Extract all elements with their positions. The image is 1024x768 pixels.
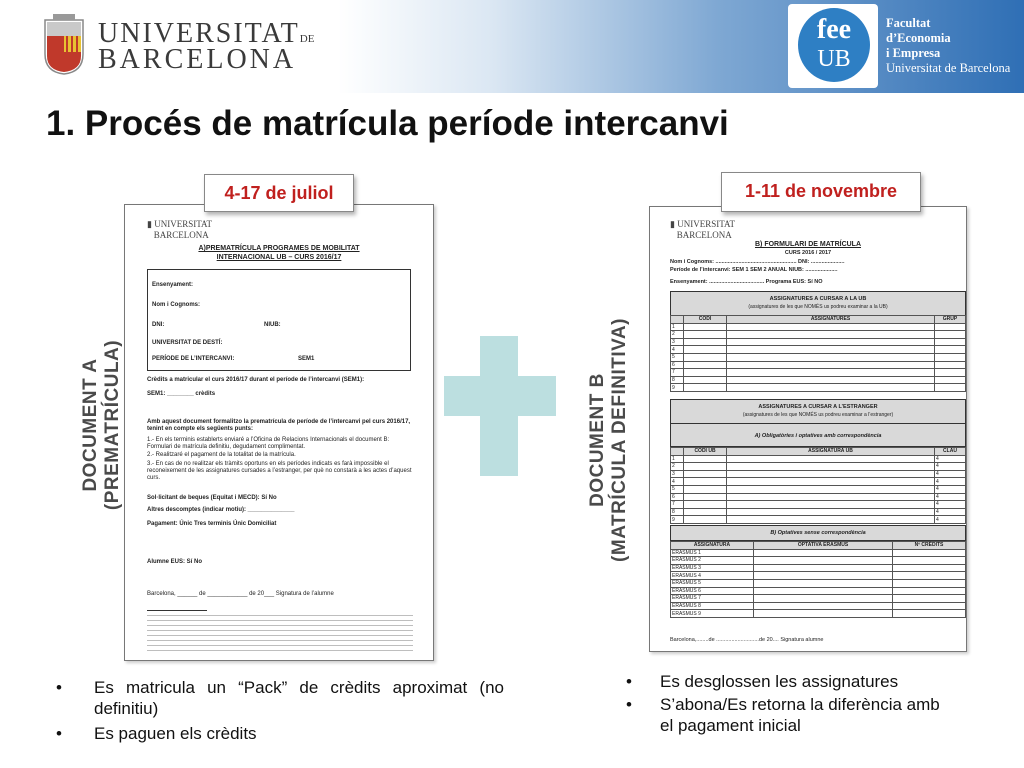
bullet-icon: • xyxy=(626,672,632,691)
erasmus-optional-table: ASSIGNATURA OPTATIVA ERASMUS Nº CRÈDITS ERASMUS 1 ERASMUS 2 ERASMUS 3 ERASMUS 4 ERASMUS 5 ERASMUS 6 ERASMUS 7 ERASMUS 8 ERASMUS 9 xyxy=(670,541,966,618)
document-b-label: DOCUMENT B (MATRÍCULA DEFINITIVA) xyxy=(587,318,630,562)
list-item: • Es desglossen les assignatures xyxy=(626,672,899,691)
plus-icon-bar xyxy=(444,376,556,416)
list-item: • S’abona/Es retorna la diferència amb el pagament inicial xyxy=(626,695,940,735)
bullet-icon: • xyxy=(626,695,632,714)
ub-mini-logo: ▮ UNIVERSITAT BARCELONA xyxy=(670,219,735,240)
document-b-thumbnail: ▮ UNIVERSITAT BARCELONA B) FORMULARI DE MATRÍCULA CURS 2016 / 2017 Nom i Cognoms: ..................................................... DNI: ...................... Període de l’intercanvi: SEM 1 SEM 2 ANUAL NIUB: ..................... Ensenyament: .................................... Programa EUS: Sí NO ASSIGNATURES A CURSAR A LA UB (assignatures de les que NOMÉS us podreu examinar a la UB) CODI ASSIGNATURES GRUP 1 2 3 4 5 6 7 8 9 ASSIGNATURES A CURSAR A L’ESTRANGER (assignatures de les que NOMÉS us podreu examinar a l’estranger) A) Obligatòries i optatives amb correspondència CODI UB ASSIGNATURA UB CLAU 1 4 2 4 3 4 4 4 5 4 6 4 7 4 8 4 9 4 B) Optatives sense correspondència ASSIGNATURA OPTATIVA ERASMUS Nº CRÈDITS ERASMUS 1 ERASMUS 2 ERASMUS 3 ERASMUS 4 ERASMUS 5 ERASMUS 6 ERASMUS 7 ERASMUS 8 ERASMUS 9 Barcelona,........de ............................de 20.... Signatura alumne xyxy=(649,206,967,652)
page-title: 1. Procés de matrícula període intercanvi xyxy=(46,104,729,143)
bullet-icon: • xyxy=(56,724,62,743)
bullet-icon: • xyxy=(56,678,62,697)
date-badge-july: 4-17 de juliol xyxy=(204,174,354,212)
fee-ub-logo: fee UB xyxy=(788,4,878,88)
left-bullet-list xyxy=(56,677,504,744)
slide-header xyxy=(0,0,1024,93)
ub-shield-logo xyxy=(43,14,85,76)
ub-name-line1: UNIVERSITATDE xyxy=(98,18,315,49)
document-a-thumbnail: ▮ UNIVERSITAT BARCELONA A)PREMATRÍCULA PROGRAMES DE MOBILITAT INTERNACIONAL UB – CURS 2016/17 Ensenyament: Nom i Cognoms: DNI: NIUB: UNIVERSITAT DE DESTÍ: PERÍODE DE L’INTERCANVI: SEM1 Crèdits a matricular el curs 2016/17 durant el període de l’intercanvi (SEM1): SEM1: ________ crèdits Amb aquest document formalitzo la prematrícula de període de l’intercanvi pel curs 2016/17, tenint en compte els següents punts: 1.- En els terminis establerts enviaré a l’Oficina de Relacions Internacionals el document B: Formulari de matrícula definitiu, degudament complimentat. 2.- Realitzaré el pagament de la totalitat de la matrícula. 3.- En cas de no realitzar els tràmits oportuns en els períodes indicats es farà impossible el reconeixement de les assignatures cursades a l’estranger, per què no constarà a les actes d’aquest curs. Sol·licitant de beques (Equitat i MECD): Sí No Altres descomptes (indicar motiu): ______________ Pagament: Únic Tres terminis Únic Domiciliat Alumne EUS: Sí No Barcelona, ______ de ____________ de 20___ Signatura de l’alumne xyxy=(124,204,434,661)
right-bullet-list xyxy=(626,671,956,736)
ub-mini-logo: ▮ UNIVERSITAT BARCELONA xyxy=(147,219,212,240)
date-badge-november: 1-11 de novembre xyxy=(721,172,921,212)
ub-subjects-table: CODI ASSIGNATURES GRUP 1 2 3 4 5 6 7 8 9 xyxy=(670,315,966,392)
abroad-subjects-table: CODI UB ASSIGNATURA UB CLAU 1 4 2 4 3 4 4 4 5 4 6 4 7 4 8 4 9 4 xyxy=(670,447,966,524)
faculty-name: Facultat d’Economia i Empresa Universitat de Barcelona xyxy=(886,16,1011,75)
ub-subjects-header: ASSIGNATURES A CURSAR A LA UB (assignatures de les que NOMÉS us podreu examinar a la UB) xyxy=(670,291,966,317)
abroad-subjects-header: ASSIGNATURES A CURSAR A L’ESTRANGER (assignatures de les que NOMÉS us podreu examinar a l’estranger) xyxy=(670,399,966,425)
student-data-box: Ensenyament: Nom i Cognoms: DNI: NIUB: UNIVERSITAT DE DESTÍ: PERÍODE DE L’INTERCANVI: SEM1 xyxy=(147,269,411,371)
list-item: • Es paguen els crèdits xyxy=(56,724,257,743)
document-a-label: DOCUMENT A (PREMATRÍCULA) xyxy=(80,339,123,511)
list-item: • Es matricula un “Pack” de crèdits aproximat (no definitiu) xyxy=(56,678,504,718)
ub-name-line2: BARCELONA xyxy=(98,44,297,75)
